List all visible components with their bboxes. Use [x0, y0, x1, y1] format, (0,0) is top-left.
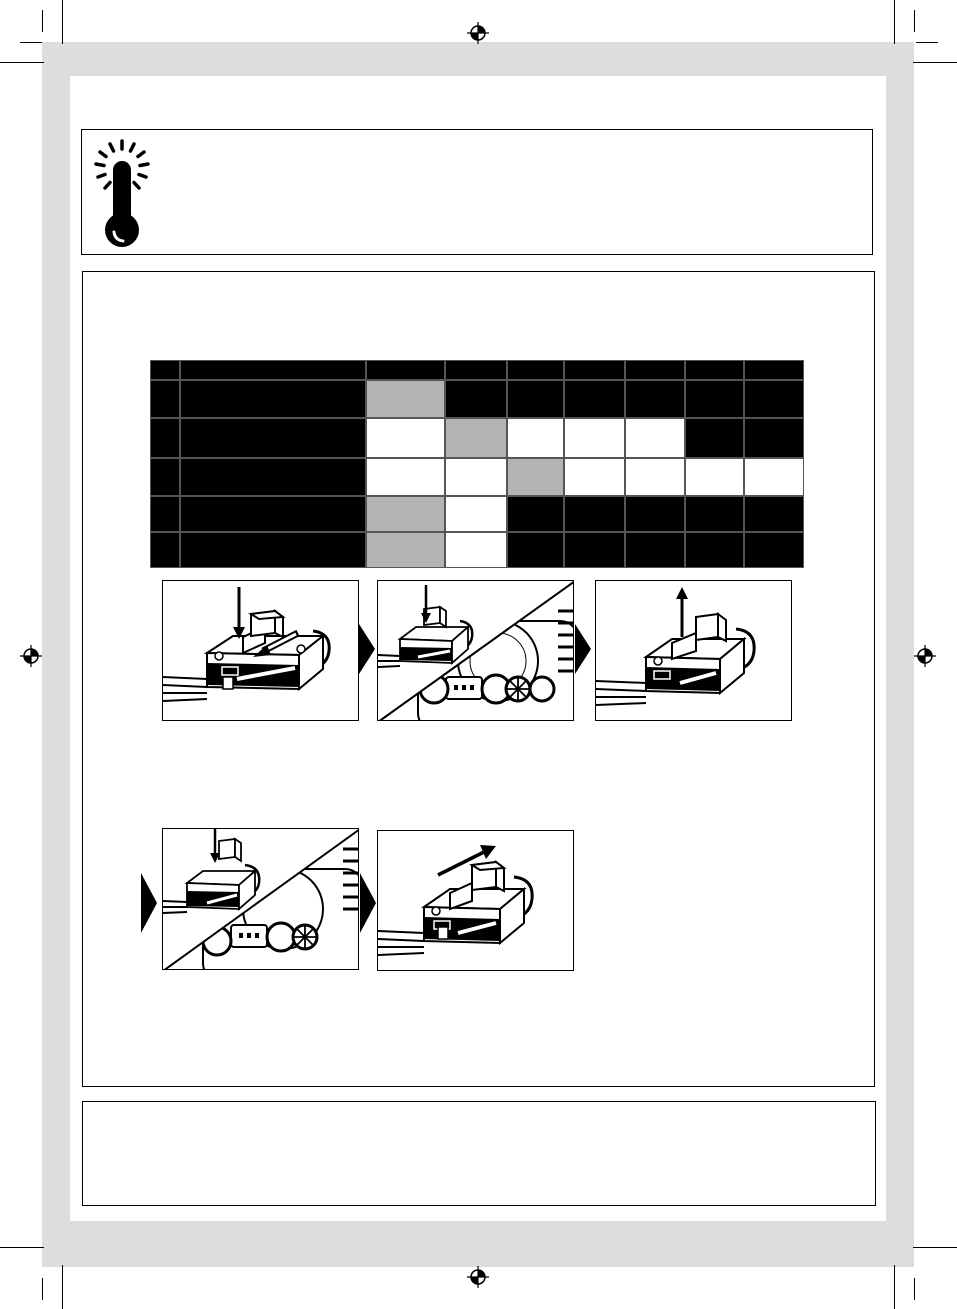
- table-value-cell: [625, 418, 685, 458]
- table-row-label-cell: [180, 458, 366, 496]
- table-value-cell: [564, 418, 625, 458]
- table-value-cell: [625, 496, 685, 532]
- step-panel-3: [595, 580, 792, 721]
- esc-switch-led-illustration: [378, 581, 574, 721]
- table-value-cell: [366, 532, 445, 568]
- heat-warning-box: [81, 129, 873, 255]
- step-panel-4: [162, 828, 359, 970]
- table-value-cell: [366, 458, 445, 496]
- bottom-note-box: [82, 1101, 876, 1206]
- table-header-cell: [366, 360, 445, 380]
- table-value-cell: [366, 418, 445, 458]
- table-value-cell: [685, 458, 744, 496]
- triangle-right-icon: [141, 873, 157, 933]
- table-value-cell: [507, 496, 564, 532]
- table-value-cell: [685, 496, 744, 532]
- esc-switch-release-illustration: [596, 581, 792, 721]
- table-value-cell: [625, 380, 685, 418]
- table-row-number-cell: [150, 496, 180, 532]
- table-value-cell: [744, 496, 804, 532]
- table-value-cell: [685, 418, 744, 458]
- table-row-number-cell: [150, 458, 180, 496]
- table-value-cell: [564, 380, 625, 418]
- table-row-label-cell: [180, 496, 366, 532]
- step-panel-1: [162, 580, 359, 721]
- table-value-cell: [445, 532, 507, 568]
- table-header-cell: [507, 360, 564, 380]
- table-header-cell: [625, 360, 685, 380]
- step-panel-5: [377, 830, 574, 971]
- table-value-cell: [744, 458, 804, 496]
- table-value-cell: [366, 380, 445, 418]
- table-header-cell: [685, 360, 744, 380]
- table-value-cell: [445, 418, 507, 458]
- table-value-cell: [507, 458, 564, 496]
- table-value-cell: [507, 532, 564, 568]
- table-value-cell: [445, 380, 507, 418]
- table-value-cell: [744, 380, 804, 418]
- table-row-number-cell: [150, 418, 180, 458]
- esc-switch-press-illustration: [163, 581, 359, 721]
- table-value-cell: [564, 532, 625, 568]
- table-row-label-cell: [180, 418, 366, 458]
- table-value-cell: [625, 458, 685, 496]
- table-row-label-cell: [180, 532, 366, 568]
- table-row-label-cell: [180, 380, 366, 418]
- triangle-right-icon: [360, 873, 376, 933]
- table-value-cell: [445, 496, 507, 532]
- triangle-right-icon: [359, 624, 375, 674]
- table-header-cell: [180, 360, 366, 380]
- registration-mark-icon: [914, 645, 936, 667]
- table-header-cell: [150, 360, 180, 380]
- table-value-cell: [685, 380, 744, 418]
- table-value-cell: [744, 532, 804, 568]
- table-value-cell: [625, 532, 685, 568]
- table-value-cell: [564, 458, 625, 496]
- table-value-cell: [445, 458, 507, 496]
- table-value-cell: [507, 380, 564, 418]
- table-value-cell: [685, 532, 744, 568]
- programming-table: [150, 360, 804, 568]
- table-value-cell: [744, 418, 804, 458]
- table-header-cell: [445, 360, 507, 380]
- table-value-cell: [564, 496, 625, 532]
- registration-mark-icon: [467, 22, 489, 44]
- thermometer-icon: [94, 138, 150, 250]
- table-header-cell: [744, 360, 804, 380]
- table-value-cell: [366, 496, 445, 532]
- table-row-number-cell: [150, 532, 180, 568]
- table-row-number-cell: [150, 380, 180, 418]
- triangle-right-icon: [575, 624, 591, 674]
- step-panel-2: [377, 580, 574, 721]
- table-header-cell: [564, 360, 625, 380]
- table-value-cell: [507, 418, 564, 458]
- esc-switch-led-illustration: [163, 829, 359, 970]
- esc-switch-slide-on-illustration: [378, 831, 574, 971]
- registration-mark-icon: [467, 1266, 489, 1288]
- registration-mark-icon: [20, 645, 42, 667]
